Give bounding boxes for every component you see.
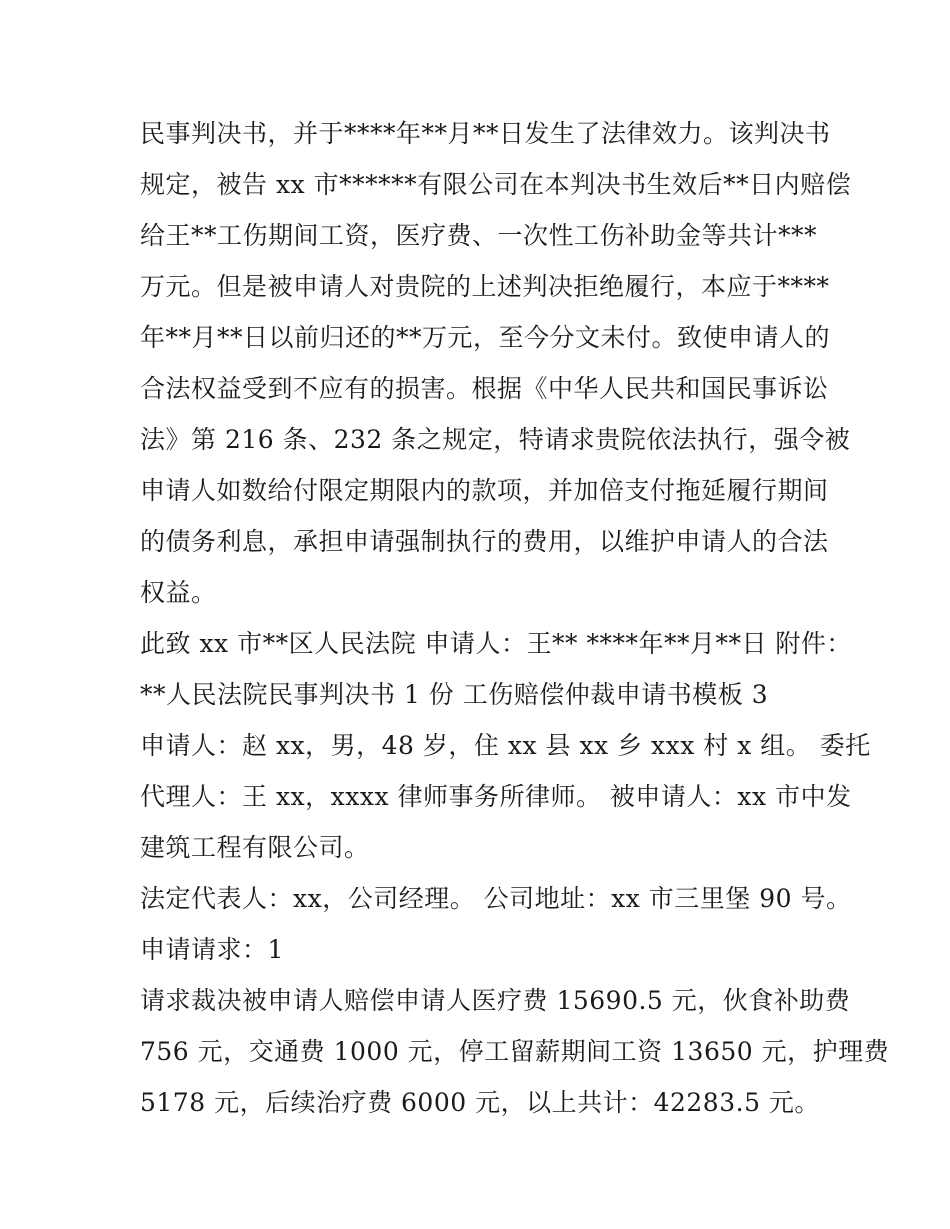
text-line: 5178 元，后续治疗费 6000 元，以上共计：42283.5 元。 bbox=[140, 1088, 820, 1117]
text-line: 规定，被告 xx 市******有限公司在本判决书生效后**日内赔偿 bbox=[140, 170, 852, 199]
text-line: 权益。 bbox=[140, 578, 217, 607]
text-line: 法》第 216 条、232 条之规定，特请求贵院依法执行，强令被 bbox=[140, 425, 851, 454]
text-line: 申请请求：1 bbox=[140, 935, 284, 964]
text-line: 申请人：赵 xx，男，48 岁，住 xx 县 xx 乡 xxx 村 x 组。 委托 bbox=[140, 731, 871, 760]
text-line: 年**月**日以前归还的**万元，至今分文未付。致使申请人的 bbox=[140, 323, 831, 352]
text-line: 756 元，交通费 1000 元，停工留薪期间工资 13650 元，护理费 bbox=[140, 1037, 890, 1066]
text-line: 给王**工伤期间工资，医疗费、一次性工伤补助金等共计*** bbox=[140, 221, 818, 250]
text-line: 请求裁决被申请人赔偿申请人医疗费 15690.5 元，伙食补助费 bbox=[140, 986, 851, 1015]
text-line: 申请人如数给付限定期限内的款项，并加倍支付拖延履行期间 bbox=[140, 476, 829, 505]
document-body bbox=[140, 108, 890, 1128]
text-line: 建筑工程有限公司。 bbox=[140, 833, 370, 862]
text-line: 万元。但是被申请人对贵院的上述判决拒绝履行，本应于**** bbox=[140, 272, 830, 301]
text-line: 代理人：王 xx，xxxx 律师事务所律师。 被申请人：xx 市中发 bbox=[140, 782, 852, 811]
text-line: 此致 xx 市**区人民法院 申请人：王** ****年**月**日 附件： bbox=[140, 629, 852, 658]
text-line: 合法权益受到不应有的损害。根据《中华人民共和国民事诉讼 bbox=[140, 374, 829, 403]
text-line: 民事判决书，并于****年**月**日发生了法律效力。该判决书 bbox=[140, 119, 831, 148]
text-line: **人民法院民事判决书 1 份 工伤赔偿仲裁申请书模板 3 bbox=[140, 680, 769, 709]
text-line: 的债务利息，承担申请强制执行的费用，以维护申请人的合法 bbox=[140, 527, 829, 556]
text-line: 法定代表人：xx，公司经理。 公司地址：xx 市三里堡 90 号。 bbox=[140, 884, 852, 913]
